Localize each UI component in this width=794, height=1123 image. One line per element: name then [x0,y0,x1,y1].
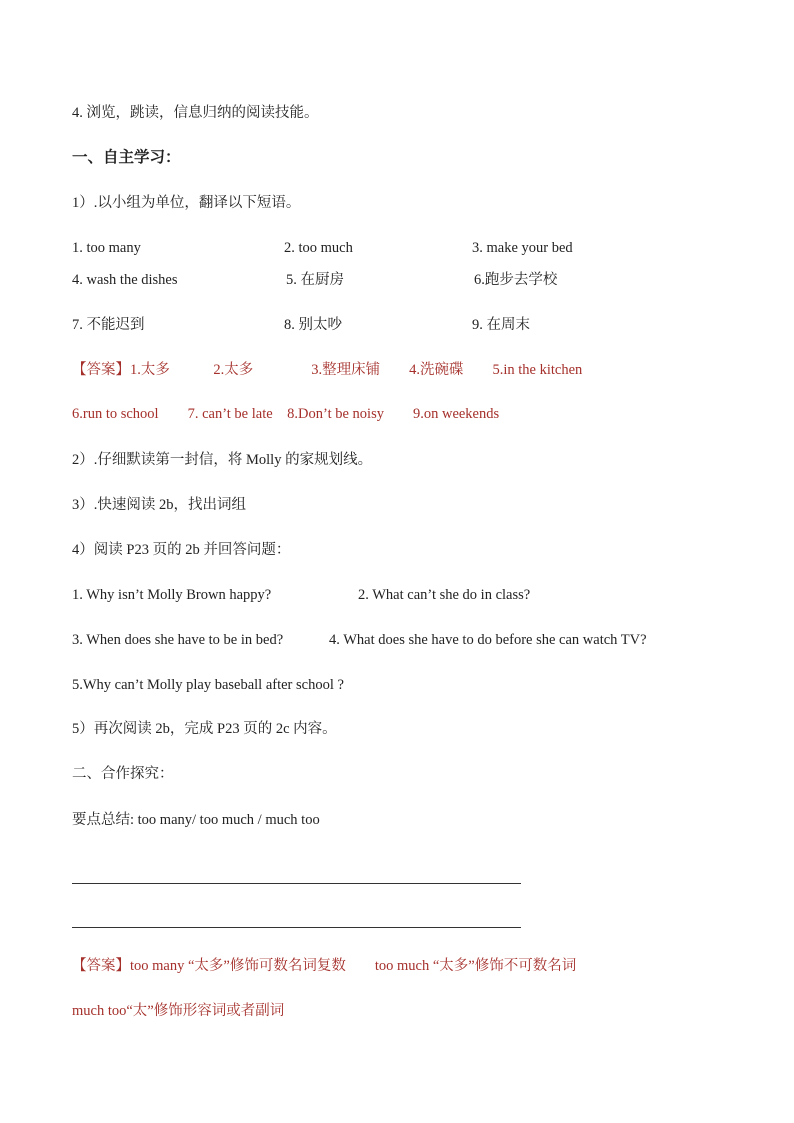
question-1: 1. Why isn’t Molly Brown happy? [72,587,272,603]
section1-heading: 一、自主学习： [72,149,181,166]
question-3: 3. When does she have to be in bed? [72,632,284,648]
task2: 2）.仔细默读第一封信，将 Molly 的家规划线。 [72,452,373,468]
phrase-4: 4. wash the dishes [72,272,178,288]
task1-instruction: 1）.以小组为单位，翻译以下短语。 [72,195,301,211]
answer2-line1: 【答案】too many “太多”修饰可数名词复数 too much “太多”修饰不可数名词 [72,958,577,974]
phrase-2: 2. too much [284,240,353,256]
task4-instruction: 4）阅读 P23 页的 2b 并回答问题： [72,542,291,558]
phrase-3: 3. make your bed [472,240,573,256]
section2-heading: 二、合作探究： [72,766,174,782]
phrase-8: 8. 别太吵 [284,317,342,333]
skill-item: 4. 浏览，跳读，信息归纳的阅读技能。 [72,105,319,121]
phrase-1: 1. too many [72,240,141,256]
task5: 5）再次阅读 2b，完成 P23 页的 2c 内容。 [72,721,337,737]
answer2-line2: much too“太”修饰形容词或者副词 [72,1003,285,1019]
question-2: 2. What can’t she do in class? [358,587,531,603]
phrase-7: 7. 不能迟到 [72,317,145,333]
task3: 3）.快速阅读 2b，找出词组 [72,497,246,513]
answer-blank-line-1 [72,883,521,884]
question-5: 5.Why can’t Molly play baseball after school ? [72,677,344,693]
answer1-line1: 【答案】1.太多 2.太多 3.整理床铺 4.洗碗碟 5.in the kitchen [72,362,583,378]
phrase-6: 6.跑步去学校 [474,272,558,288]
answer-blank-line-2 [72,927,521,928]
question-4: 4. What does she have to do before she can watch TV? [329,632,647,648]
phrase-5: 5. 在厨房 [286,272,344,288]
phrase-9: 9. 在周末 [472,317,530,333]
answer1-line2: 6.run to school 7. can’t be late 8.Don’t be noisy 9.on weekends [72,406,500,422]
summary-line: 要点总结: too many/ too much / much too [72,812,320,828]
